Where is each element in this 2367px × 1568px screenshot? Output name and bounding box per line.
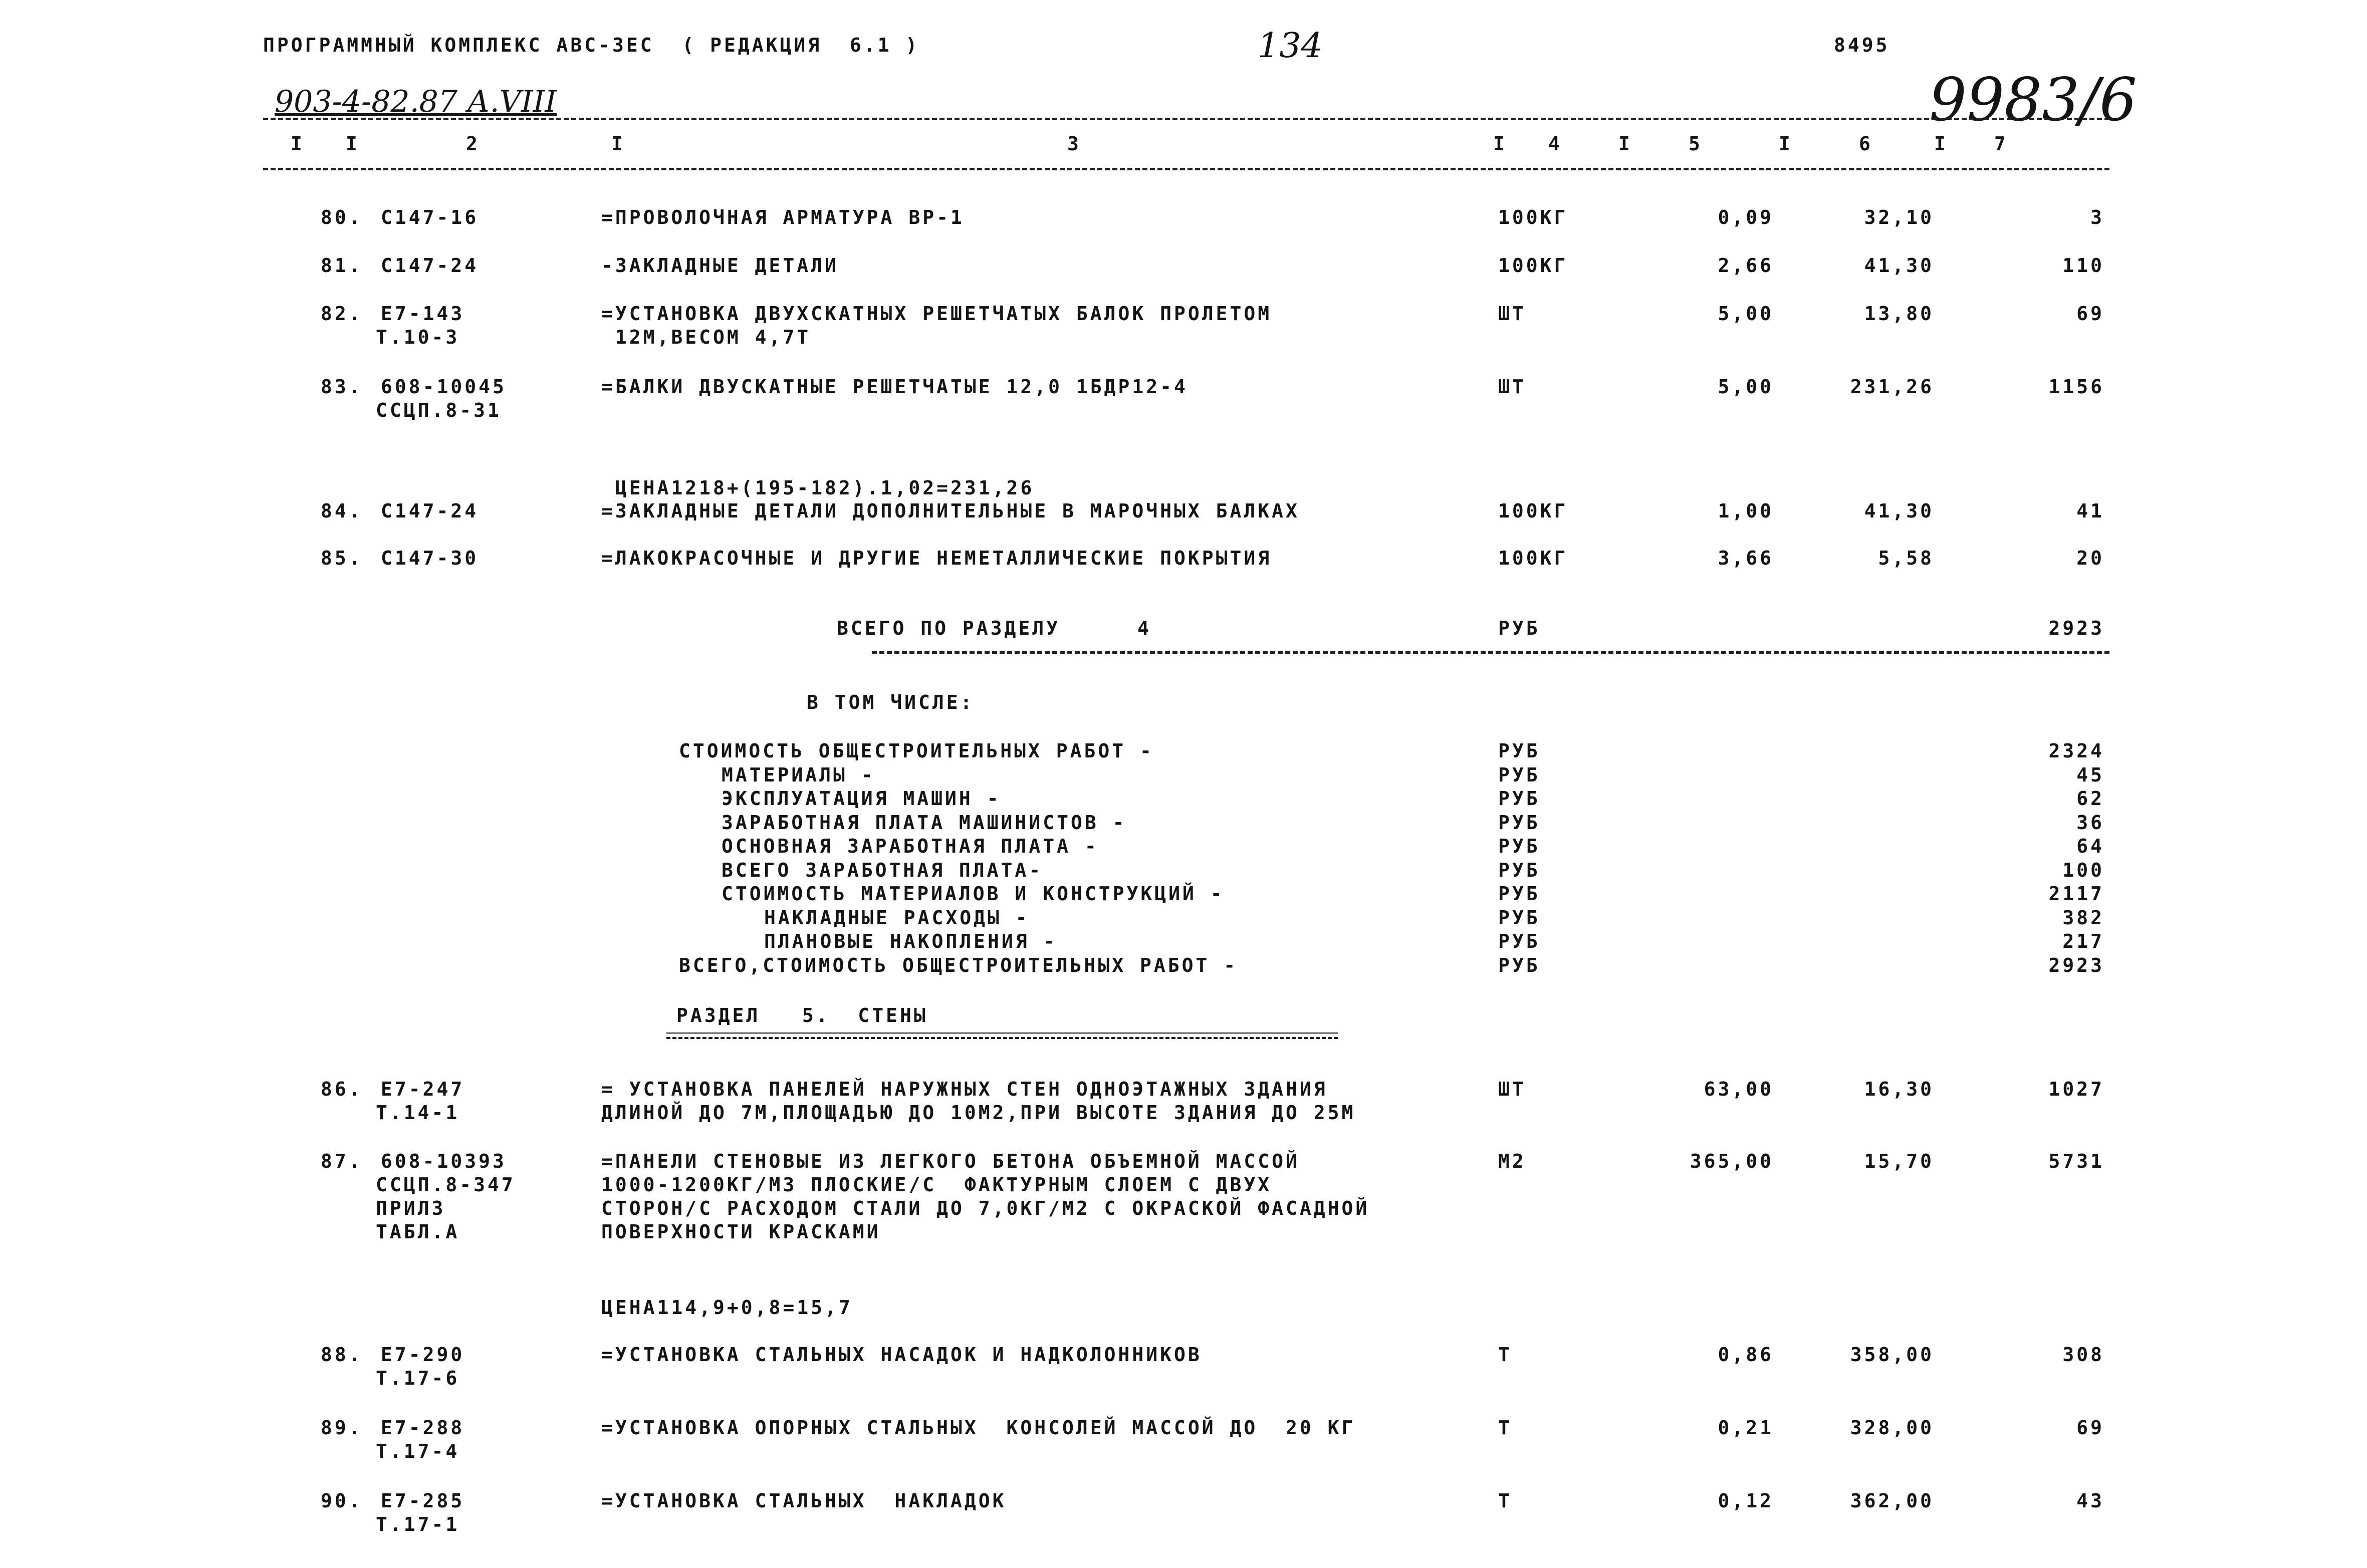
row-description: = УСТАНОВКА ПАНЕЛЕЙ НАРУЖНЫХ СТЕН ОДНОЭТАЖНЫХ ЗДАНИЯ bbox=[601, 1078, 1328, 1100]
column-header-cell: I bbox=[1493, 133, 1507, 155]
breakdown-value: 382 bbox=[2062, 906, 2104, 929]
row-price: 15,70 bbox=[1864, 1150, 1934, 1172]
row-unit: 100КГ bbox=[1498, 547, 1568, 569]
row-quantity: 3,66 bbox=[1718, 547, 1774, 569]
row-description: ЦЕНА1218+(195-182).1,02=231,26 bbox=[601, 477, 1035, 499]
row-unit: 100КГ bbox=[1498, 254, 1568, 277]
breakdown-value: 64 bbox=[2076, 835, 2104, 857]
row-description: -ЗАКЛАДНЫЕ ДЕТАЛИ bbox=[601, 254, 839, 277]
row-unit: Т bbox=[1498, 1344, 1512, 1366]
row-number: 81. bbox=[321, 254, 363, 277]
row-number: 84. bbox=[321, 500, 363, 522]
row-code: 608-10393 bbox=[381, 1150, 507, 1172]
row-number: 86. bbox=[321, 1078, 363, 1100]
row-description: ДЛИНОЙ ДО 7М,ПЛОЩАДЬЮ ДО 10М2,ПРИ ВЫСОТЕ ЗДАНИЯ ДО 25М bbox=[601, 1102, 1356, 1124]
row-number: 83. bbox=[321, 376, 363, 398]
row-code: С147-24 bbox=[381, 254, 479, 277]
column-header-cell: I bbox=[1934, 133, 1948, 155]
row-code: Е7-285 bbox=[381, 1490, 465, 1512]
breakdown-value: 100 bbox=[2062, 859, 2104, 881]
row-unit: ШТ bbox=[1498, 376, 1526, 398]
row-unit: 100КГ bbox=[1498, 206, 1568, 228]
row-unit: ШТ bbox=[1498, 1078, 1526, 1100]
row-unit: Т bbox=[1498, 1490, 1512, 1512]
breakdown-unit: РУБ bbox=[1498, 835, 1540, 857]
breakdown-unit: РУБ bbox=[1498, 859, 1540, 881]
row-code: Т.17-4 bbox=[376, 1440, 460, 1462]
row-description: =ПАНЕЛИ СТЕНОВЫЕ ИЗ ЛЕГКОГО БЕТОНА ОБЪЕМНОЙ МАССОЙ bbox=[601, 1150, 1300, 1172]
row-quantity: 365,00 bbox=[1690, 1150, 1774, 1172]
row-code: Е7-288 bbox=[381, 1417, 465, 1439]
row-description: ПОВЕРХНОСТИ КРАСКАМИ bbox=[601, 1221, 881, 1243]
row-total: 1156 bbox=[2048, 376, 2104, 398]
row-description: 1000-1200КГ/М3 ПЛОСКИЕ/С ФАКТУРНЫМ СЛОЕМ С ДВУХ bbox=[601, 1174, 1272, 1196]
row-number: 87. bbox=[321, 1150, 363, 1172]
row-number: 85. bbox=[321, 547, 363, 569]
header-rule-top bbox=[263, 118, 2109, 120]
row-description: =ЛАКОКРАСОЧНЫЕ И ДРУГИЕ НЕМЕТАЛЛИЧЕСКИЕ ПОКРЫТИЯ bbox=[601, 547, 1272, 569]
row-description: =УСТАНОВКА ДВУХСКАТНЫХ РЕШЕТЧАТЫХ БАЛОК ПРОЛЕТОМ bbox=[601, 303, 1272, 325]
row-code: Т.14-1 bbox=[376, 1102, 460, 1124]
row-quantity: 0,12 bbox=[1718, 1490, 1774, 1512]
column-header-cell: 4 bbox=[1548, 133, 1562, 155]
row-total: 110 bbox=[2062, 254, 2104, 277]
breakdown-unit: РУБ bbox=[1498, 930, 1540, 952]
row-total: 3 bbox=[2090, 206, 2104, 228]
row-code: Е7-247 bbox=[381, 1078, 465, 1100]
breakdown-value: 2923 bbox=[2048, 954, 2104, 976]
row-code: ССЦП.8-31 bbox=[376, 399, 502, 421]
breakdown-label: СТОИМОСТЬ ОБЩЕСТРОИТЕЛЬНЫХ РАБОТ - bbox=[679, 740, 1154, 762]
row-quantity: 0,86 bbox=[1718, 1344, 1774, 1366]
breakdown-unit: РУБ bbox=[1498, 811, 1540, 834]
header-rule-bottom bbox=[263, 168, 2109, 170]
document-code: 8495 bbox=[1834, 34, 1890, 56]
section-total-value: 2923 bbox=[2048, 617, 2104, 639]
row-number: 80. bbox=[321, 206, 363, 228]
row-number: 89. bbox=[321, 1417, 363, 1439]
breakdown-unit: РУБ bbox=[1498, 883, 1540, 905]
row-quantity: 63,00 bbox=[1704, 1078, 1774, 1100]
row-unit: М2 bbox=[1498, 1150, 1526, 1172]
breakdown-value: 217 bbox=[2062, 930, 2104, 952]
row-description: =УСТАНОВКА СТАЛЬНЫХ НАСАДОК И НАДКОЛОННИКОВ bbox=[601, 1344, 1202, 1366]
row-price: 231,26 bbox=[1850, 376, 1934, 398]
row-total: 69 bbox=[2076, 303, 2104, 325]
row-code: Т.17-6 bbox=[376, 1367, 460, 1389]
row-price: 362,00 bbox=[1850, 1490, 1934, 1512]
breakdown-label: ОСНОВНАЯ ЗАРАБОТНАЯ ПЛАТА - bbox=[722, 835, 1099, 857]
row-total: 5731 bbox=[2048, 1150, 2104, 1172]
section-total-unit: РУБ bbox=[1498, 617, 1540, 639]
row-price: 328,00 bbox=[1850, 1417, 1934, 1439]
section5-underline bbox=[666, 1032, 1338, 1039]
row-quantity: 5,00 bbox=[1718, 303, 1774, 325]
column-header-cell: I bbox=[346, 133, 360, 155]
row-total: 43 bbox=[2076, 1490, 2104, 1512]
row-quantity: 0,21 bbox=[1718, 1417, 1774, 1439]
breakdown-label: ВСЕГО ЗАРАБОТНАЯ ПЛАТА- bbox=[722, 859, 1043, 881]
row-price: 358,00 bbox=[1850, 1344, 1934, 1366]
section-total-label: ВСЕГО ПО РАЗДЕЛУ bbox=[837, 617, 1061, 639]
section5-title: РАЗДЕЛ 5. СТЕНЫ bbox=[676, 1004, 928, 1026]
row-unit: ШТ bbox=[1498, 303, 1526, 325]
column-header-cell: I bbox=[291, 133, 305, 155]
program-title: ПРОГРАММНЫЙ КОМПЛЕКС АВС-ЗЕС ( РЕДАКЦИЯ 6.1 ) bbox=[263, 34, 920, 56]
column-header-cell: 6 bbox=[1859, 133, 1873, 155]
breakdown-unit: РУБ bbox=[1498, 788, 1540, 810]
breakdown-label: ЭКСПЛУАТАЦИЯ МАШИН - bbox=[722, 788, 1001, 810]
section-total-rule bbox=[872, 651, 2109, 654]
breakdown-title: В ТОМ ЧИСЛЕ: bbox=[807, 691, 975, 713]
row-quantity: 2,66 bbox=[1718, 254, 1774, 277]
breakdown-unit: РУБ bbox=[1498, 906, 1540, 929]
row-unit: 100КГ bbox=[1498, 500, 1568, 522]
row-quantity: 1,00 bbox=[1718, 500, 1774, 522]
row-price: 13,80 bbox=[1864, 303, 1934, 325]
breakdown-unit: РУБ bbox=[1498, 763, 1540, 786]
row-price: 16,30 bbox=[1864, 1078, 1934, 1100]
row-number: 82. bbox=[321, 303, 363, 325]
column-header-cell: I bbox=[611, 133, 625, 155]
section-total-number: 4 bbox=[1137, 617, 1151, 639]
breakdown-label: МАТЕРИАЛЫ - bbox=[722, 763, 875, 786]
row-unit: Т bbox=[1498, 1417, 1512, 1439]
breakdown-label: ВСЕГО,СТОИМОСТЬ ОБЩЕСТРОИТЕЛЬНЫХ РАБОТ - bbox=[679, 954, 1238, 976]
column-header-cell: 7 bbox=[1994, 133, 2008, 155]
row-quantity: 5,00 bbox=[1718, 376, 1774, 398]
row-description: =БАЛКИ ДВУСКАТНЫЕ РЕШЕТЧАТЫЕ 12,0 1БДР12-4 bbox=[601, 376, 1188, 398]
column-header-cell: 5 bbox=[1689, 133, 1703, 155]
row-code: Т.17-1 bbox=[376, 1513, 460, 1535]
row-description: =ЗАКЛАДНЫЕ ДЕТАЛИ ДОПОЛНИТЕЛЬНЫЕ В МАРОЧНЫХ БАЛКАХ bbox=[601, 500, 1300, 522]
breakdown-value: 2117 bbox=[2048, 883, 2104, 905]
breakdown-unit: РУБ bbox=[1498, 740, 1540, 762]
column-header-cell: I bbox=[1618, 133, 1632, 155]
row-description: 12М,ВЕСОМ 4,7Т bbox=[601, 326, 811, 348]
row-price: 41,30 bbox=[1864, 254, 1934, 277]
breakdown-value: 62 bbox=[2076, 788, 2104, 810]
row-code: ССЦП.8-347 bbox=[376, 1174, 516, 1196]
row-code: С147-24 bbox=[381, 500, 479, 522]
row-total: 41 bbox=[2076, 500, 2104, 522]
row-total: 308 bbox=[2062, 1344, 2104, 1366]
row-description: ЦЕНА114,9+0,8=15,7 bbox=[601, 1296, 853, 1319]
row-price: 32,10 bbox=[1864, 206, 1934, 228]
row-description: =ПРОВОЛОЧНАЯ АРМАТУРА ВР-1 bbox=[601, 206, 965, 228]
doc-reference: 903-4-82.87 А.VIII bbox=[275, 84, 557, 119]
row-number: 88. bbox=[321, 1344, 363, 1366]
row-code: ТАБЛ.А bbox=[376, 1221, 460, 1243]
row-code: Е7-143 bbox=[381, 303, 465, 325]
column-header-cell: I bbox=[1779, 133, 1793, 155]
row-code: 608-10045 bbox=[381, 376, 507, 398]
row-description: =УСТАНОВКА ОПОРНЫХ СТАЛЬНЫХ КОНСОЛЕЙ МАССОЙ ДО 20 КГ bbox=[601, 1417, 1356, 1439]
breakdown-label: ЗАРАБОТНАЯ ПЛАТА МАШИНИСТОВ - bbox=[722, 811, 1127, 834]
row-description: СТОРОН/С РАСХОДОМ СТАЛИ ДО 7,0КГ/М2 С ОКРАСКОЙ ФАСАДНОЙ bbox=[601, 1197, 1370, 1219]
row-total: 69 bbox=[2076, 1417, 2104, 1439]
breakdown-value: 2324 bbox=[2048, 740, 2104, 762]
breakdown-label: ПЛАНОВЫЕ НАКОПЛЕНИЯ - bbox=[764, 930, 1058, 952]
page-number: 134 bbox=[1258, 26, 1323, 66]
row-description: =УСТАНОВКА СТАЛЬНЫХ НАКЛАДОК bbox=[601, 1490, 1007, 1512]
breakdown-label: СТОИМОСТЬ МАТЕРИАЛОВ И КОНСТРУКЦИЙ - bbox=[722, 883, 1225, 905]
row-number: 90. bbox=[321, 1490, 363, 1512]
row-total: 20 bbox=[2076, 547, 2104, 569]
row-code: Е7-290 bbox=[381, 1344, 465, 1366]
breakdown-value: 36 bbox=[2076, 811, 2104, 834]
row-price: 41,30 bbox=[1864, 500, 1934, 522]
column-header-cell: 2 bbox=[466, 133, 480, 155]
row-code: С147-30 bbox=[381, 547, 479, 569]
row-code: Т.10-3 bbox=[376, 326, 460, 348]
row-quantity: 0,09 bbox=[1718, 206, 1774, 228]
row-code: С147-16 bbox=[381, 206, 479, 228]
column-header-cell: 3 bbox=[1067, 133, 1081, 155]
row-price: 5,58 bbox=[1878, 547, 1934, 569]
row-total: 1027 bbox=[2048, 1078, 2104, 1100]
row-code: ПРИЛ3 bbox=[376, 1197, 446, 1219]
breakdown-unit: РУБ bbox=[1498, 954, 1540, 976]
archive-number: 9983/6 bbox=[1929, 65, 2138, 134]
breakdown-label: НАКЛАДНЫЕ РАСХОДЫ - bbox=[764, 906, 1030, 929]
breakdown-value: 45 bbox=[2076, 763, 2104, 786]
